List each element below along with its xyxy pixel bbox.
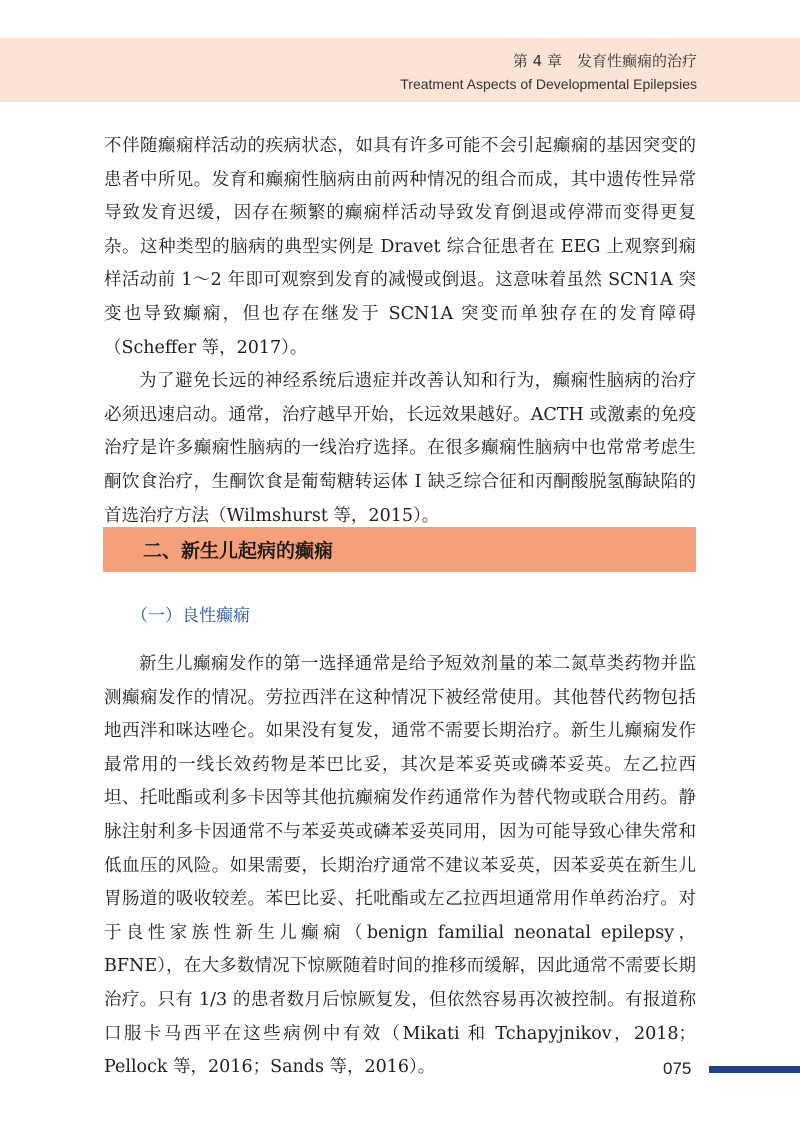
paragraph-continued: 不伴随癫痫样活动的疾病状态，如具有许多可能不会引起癫痫的基因突变的患者中所见。发育和癫痫性脑病由前两种情况的组合而成，其中遗传性异常导致发育迟缓，因存在频繁的癫痫样活动导致发育倒退或停滞而变得更复杂。这种类型的脑病的典型实例是 Dravet 综合征患者在 EEG 上观察到痫样活动前 1～2 年即可观察到发育的减慢或倒退。这意味着虽然 SCN1A 突变也导致癫痫，但也存在继发于 SCN1A 突变而单独存在的发育障碍（Scheffer 等，2017）。	[104, 136, 696, 358]
page-number: 075	[663, 1059, 692, 1078]
paragraph: 新生儿癫痫发作的第一选择通常是给予短效剂量的苯二氮草类药物并监测癫痫发作的情况。劳拉西泮在这种情况下被经常使用。其他替代药物包括地西泮和咪达唑仑。如果没有复发，通常不需要长期治疗。新生儿癫痫发作最常用的一线长效药物是苯巴比妥，其次是苯妥英或磷苯妥英。左乙拉西坦、托吡酯或利多卡因等其他抗癫痫发作药通常作为替代物或联合用药。静脉注射利多卡因通常不与苯妥英或磷苯妥英同用，因为可能导致心律失常和低血压的风险。如果需要，长期治疗通常不建议苯妥英，因苯妥英在新生儿胃肠道的吸收较差。苯巴比妥、托吡酯或左乙拉西坦通常用作单药治疗。对于良性家族性新生儿癫痫（benign familial neonatal epilepsy，BFNE），在大多数情况下惊厥随着时间的推移而缓解，因此通常不需要长期治疗。只有 1/3 的患者数月后惊厥复发，但依然容易再次被控制。有报道称口服卡马西平在这些病例中有效（Mikati 和 Tchapyjnikov，2018；Pellock 等，2016；Sands 等，2016）。	[104, 654, 696, 1078]
subsection-heading: （一）良性癫痫	[131, 606, 250, 626]
chapter-title-en: Treatment Aspects of Developmental Epilepsies	[400, 76, 697, 92]
page-number-bar	[709, 1066, 800, 1073]
section-heading-bar	[103, 527, 696, 572]
body-text-bottom	[104, 648, 696, 1085]
chapter-title-cn: 第 4 章 发育性癫痫的治疗	[512, 52, 697, 70]
section-heading: 二、新生儿起病的癫痫	[143, 540, 334, 562]
paragraph: 为了避免长远的神经系统后遗症并改善认知和行为，癫痫性脑病的治疗必须迅速启动。通常，治疗越早开始，长远效果越好。ACTH 或激素的免疫治疗是许多癫痫性脑病的一线治疗选择。在很多癫痫性脑病中也常常考虑生酮饮食治疗，生酮饮食是葡萄糖转运体 Ⅰ 缺乏综合征和丙酮酸脱氢酶缺陷的首选治疗方法（Wilmshurst 等，2015）。	[104, 371, 696, 526]
body-text-top	[104, 130, 696, 533]
